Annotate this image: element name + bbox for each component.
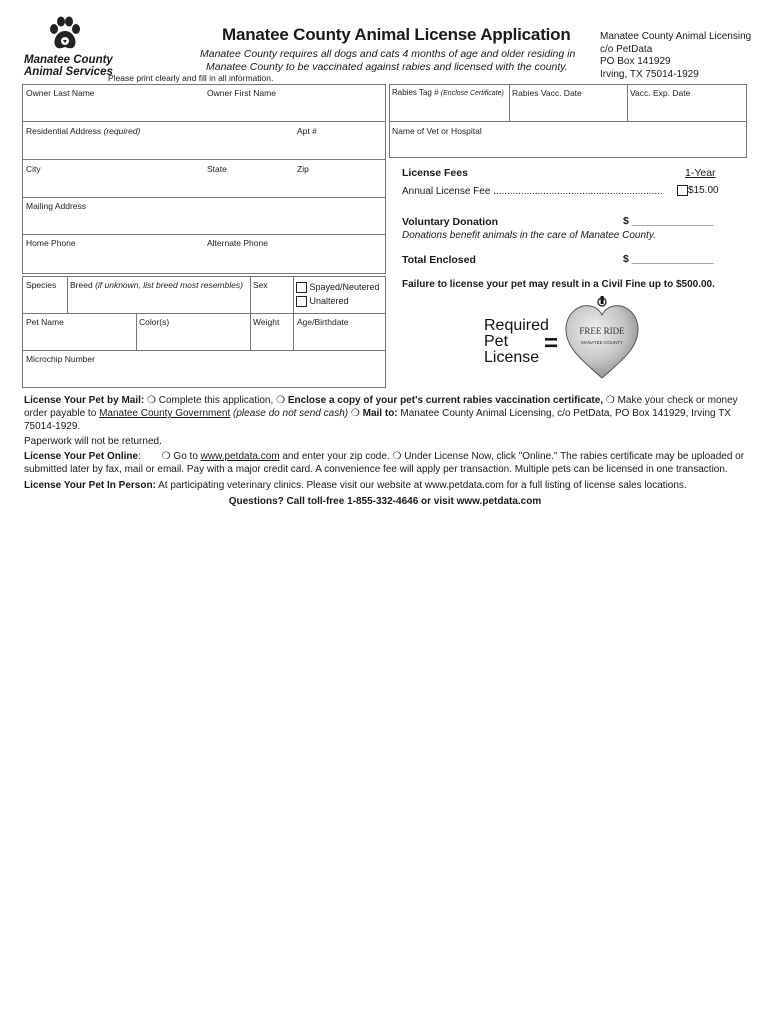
annual-fee-checkbox[interactable]	[677, 185, 688, 196]
owner-last-name-field[interactable]: Owner Last Name	[26, 88, 95, 98]
breed-field[interactable]: Breed (if unknown, list breed most resembles)	[70, 280, 243, 290]
vacc-exp-date-field[interactable]: Vacc. Exp. Date	[630, 88, 691, 98]
petdata-link[interactable]: www.petdata.com	[200, 451, 280, 462]
mail-instructions: License Your Pet by Mail: ❍ Complete this application, ❍ Enclose a copy of your pet's current rabies vaccination certificate, ❍ Make your check or money order payable to Manatee County Government (please do not send cash) ❍ Mail to: Manatee County Animal Licensing, c/o PetData, PO Box 141929, Irving TX 75014-1929. Paperwork will not be returned.	[24, 394, 750, 448]
rabies-vacc-date-field[interactable]: Rabies Vacc. Date	[512, 88, 582, 98]
zip-field[interactable]: Zip	[297, 164, 309, 174]
spayed-neutered-checkbox[interactable]	[296, 282, 307, 293]
age-birthdate-field[interactable]: Age/Birthdate	[297, 317, 349, 327]
bullet-icon: ❍	[147, 395, 156, 406]
in-person-instructions: License Your Pet In Person: At participating veterinary clinics. Please visit our website at www.petdata.com for a full listing of license sales locations.	[24, 480, 687, 491]
owner-first-name-field[interactable]: Owner First Name	[207, 88, 276, 98]
equals-sign: =	[544, 330, 559, 357]
civil-fine-warning: Failure to license your pet may result in a Civil Fine up to $500.00.	[402, 279, 715, 290]
address-line: Irving, TX 75014-1929	[600, 68, 699, 80]
unaltered-option[interactable]: Unaltered	[296, 296, 349, 307]
tag-line-1: FREE RIDE	[579, 326, 625, 336]
license-period: 1-Year	[685, 167, 716, 179]
address-line: Manatee County Animal Licensing	[600, 31, 752, 42]
spayed-neutered-option[interactable]: Spayed/Neutered	[296, 282, 380, 293]
paperwork-note: Paperwork will not be returned.	[24, 436, 162, 447]
paw-logo-icon	[48, 16, 82, 52]
unaltered-checkbox[interactable]	[296, 296, 307, 307]
subtitle-line-1: Manatee County requires all dogs and cats 4 months of age and older residing in	[200, 48, 576, 60]
logo-line-2: Animal Services	[24, 66, 113, 78]
total-enclosed-label: Total Enclosed	[402, 254, 476, 266]
required-pet-license-text: Required Pet License	[484, 317, 549, 366]
microchip-field[interactable]: Microchip Number	[26, 354, 95, 364]
mailing-address-block	[600, 31, 751, 81]
colors-field[interactable]: Color(s)	[139, 317, 170, 327]
bullet-icon: ❍	[350, 408, 363, 419]
bullet-icon: ❍	[605, 395, 615, 406]
address-line: c/o PetData	[600, 43, 653, 55]
sex-field[interactable]: Sex	[253, 280, 268, 290]
license-fees-heading: License Fees	[402, 167, 468, 179]
donation-label: Voluntary Donation	[402, 216, 499, 228]
bullet-icon: ❍	[161, 451, 171, 462]
city-field[interactable]: City	[26, 164, 41, 174]
donation-note: Donations benefit animals in the care of Manatee County.	[402, 230, 656, 241]
address-line: PO Box 141929	[600, 56, 671, 67]
mailing-address-field[interactable]: Mailing Address	[26, 201, 87, 211]
questions-line: Questions? Call toll-free 1-855-332-4646 or visit www.petdata.com	[228, 496, 542, 507]
species-field[interactable]: Species	[26, 280, 57, 290]
heart-tag-icon	[562, 296, 642, 380]
logo-line-1: Manatee County	[24, 54, 113, 66]
annual-fee-option[interactable]: $15.00	[677, 185, 719, 196]
online-instructions: License Your Pet Online: ❍ Go to www.petdata.com and enter your zip code. ❍ Under License Now, click "Online." The rabies certificate may be uploaded or submitted later by fax, mail or email. Pay with a major credit card. A convenience fee will apply per transaction. Multiple pets can be licensed in one transaction.	[24, 451, 745, 475]
alternate-phone-field[interactable]: Alternate Phone	[207, 238, 268, 248]
owner-info-box	[22, 84, 386, 274]
bullet-icon: ❍	[276, 395, 288, 406]
donation-amount-field[interactable]: $ ______________	[623, 215, 714, 227]
residential-address-field[interactable]: Residential Address (required)	[26, 126, 141, 136]
apt-field[interactable]: Apt #	[297, 126, 317, 136]
weight-field[interactable]: Weight	[253, 317, 280, 327]
tag-line-2: MANATEE COUNTY	[581, 340, 623, 345]
subtitle-line-2: Manatee County to be vaccinated against rabies and licensed with the county.	[206, 61, 568, 73]
rabies-tag-field[interactable]: Rabies Tag # (Enclose Certificate)	[392, 88, 504, 97]
print-instruction: Please print clearly and fill in all information.	[108, 73, 274, 83]
page-title: Manatee County Animal License Application	[222, 25, 571, 44]
annual-fee-label: Annual License Fee .............................................................	[402, 186, 663, 197]
pet-name-field[interactable]: Pet Name	[26, 317, 64, 327]
state-field[interactable]: State	[207, 164, 227, 174]
home-phone-field[interactable]: Home Phone	[26, 238, 76, 248]
bullet-icon: ❍	[392, 451, 402, 462]
vet-name-field[interactable]: Name of Vet or Hospital	[392, 126, 482, 136]
total-enclosed-field[interactable]: $ ______________	[623, 253, 714, 265]
